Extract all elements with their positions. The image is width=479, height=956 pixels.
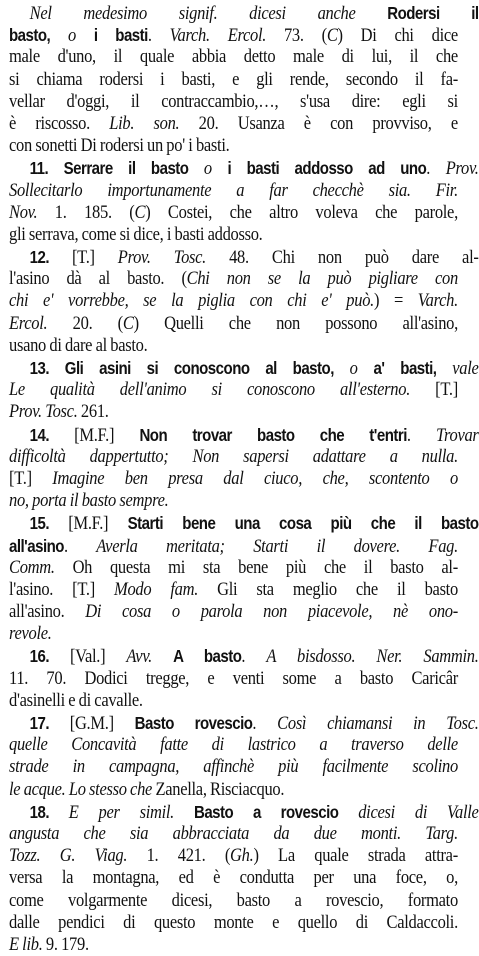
- body-text: 20. Usanza è con provviso, e: [179, 112, 458, 134]
- body-text: l'asino dà al basto. (: [9, 268, 187, 290]
- text-line: [9, 357, 479, 379]
- headword-text: 18.: [29, 801, 69, 822]
- headword-text: i basti addosso ad uno: [227, 158, 427, 179]
- text-line: [9, 512, 479, 534]
- text-line: [9, 379, 458, 401]
- body-text: .: [426, 158, 446, 180]
- dictionary-entry: [9, 424, 479, 513]
- body-text: con sonetti Di rodersi un po' i basti.: [9, 135, 230, 157]
- italic-text: Le qualità dell'animo si conoscono all'esterno.: [9, 379, 411, 401]
- headword-text: 17.: [29, 713, 70, 733]
- text-line: [9, 135, 405, 157]
- body-text: [Val.]: [69, 646, 127, 668]
- body-text: come volgarmente dicesi, basto a rovescio, formato: [9, 889, 458, 911]
- italic-text: Tozz. G. Viag.: [9, 845, 128, 867]
- body-text: usano di dare al basto.: [9, 334, 148, 356]
- italic-text: o: [67, 25, 94, 47]
- text-line: [9, 2, 479, 24]
- headword-text: 11. Serrare il basto: [29, 158, 204, 179]
- text-line: [9, 335, 405, 357]
- italic-text: o: [349, 358, 374, 379]
- dictionary-entry: [9, 2, 479, 157]
- text-line: [9, 180, 458, 202]
- italic-text: o: [203, 158, 228, 180]
- dictionary-entry: [9, 801, 479, 956]
- italic-text: Trovar: [436, 424, 479, 446]
- italic-text: Modo fam.: [114, 578, 199, 600]
- headword-text: a' basti,: [373, 358, 453, 378]
- body-text: [T.]: [71, 247, 118, 269]
- text-line: [9, 823, 458, 845]
- italic-text: Prov. Tosc.: [117, 247, 207, 269]
- italic-text: strade in campagna, affinchè più facilmente scolino: [9, 756, 458, 778]
- body-text: dalle pendici di questo monte e quello di Caldaccoli.: [9, 911, 458, 933]
- body-text: si chiama rodersi i basti, e gli rende, secondo il fa-: [9, 68, 458, 90]
- body-text: 48. Chi non può dare al-: [206, 247, 479, 269]
- text-line: [9, 801, 479, 823]
- body-text: 1. 421. (: [127, 845, 231, 867]
- headword-text: 15.: [29, 513, 69, 534]
- body-text: versa la montagna, ed è condutta per una foce, o,: [9, 867, 458, 889]
- dictionary-entry: [9, 157, 479, 246]
- italic-text: Imagine ben presa dal ciuco, che, scontento o: [52, 467, 458, 489]
- body-text: .: [252, 713, 278, 734]
- text-line: [9, 734, 458, 756]
- text-line: [9, 890, 458, 912]
- italic-text: Nel medesimo signif. dicesi anche: [29, 3, 388, 24]
- headword-text: Non trovar basto che t'entri: [139, 424, 407, 445]
- italic-text: Lib. son.: [109, 112, 180, 134]
- italic-text: Averla meritata; Starti il dovere. Fag.: [96, 535, 458, 557]
- body-text: vellar d'oggi, il contraccambio,…, s'usa dire: egli si: [9, 90, 458, 112]
- text-line: [9, 446, 458, 468]
- body-text: .: [147, 25, 170, 47]
- body-text: .: [63, 535, 97, 557]
- italic-text: le acque. Lo stesso che: [9, 778, 153, 800]
- headword-text: all'asino: [9, 535, 64, 556]
- headword-text: Rodersi il: [387, 3, 479, 23]
- italic-text: Ercol.: [9, 312, 48, 334]
- text-line: [9, 202, 458, 224]
- italic-text: Varch. Ercol.: [169, 25, 267, 47]
- text-line: [9, 712, 479, 734]
- italic-text: Varch.: [417, 290, 458, 312]
- headword-text: 14.: [29, 424, 75, 445]
- body-text: 261.: [77, 401, 109, 423]
- body-text: .: [406, 424, 437, 446]
- italic-text: Prov. Tosc.: [9, 401, 78, 423]
- text-line: [9, 845, 458, 867]
- text-line: [9, 290, 458, 312]
- text-line: [9, 313, 458, 335]
- text-line: [9, 24, 458, 46]
- body-text: 1. 185. (: [37, 201, 135, 223]
- body-text: 9. 179.: [42, 933, 89, 955]
- body-text: [M.F.]: [74, 424, 140, 446]
- dictionary-entry: [9, 357, 479, 424]
- body-text: ) Di chi dice: [337, 25, 458, 47]
- body-text: .: [241, 646, 267, 668]
- italic-text: revole.: [9, 623, 52, 645]
- body-text: ) =: [373, 290, 418, 312]
- italic-text: Sollecitarlo importunamente a far checchè sia. Fir.: [9, 179, 458, 201]
- text-line: [9, 69, 458, 91]
- body-text: 73. (: [266, 25, 327, 47]
- headword-text: 16.: [29, 646, 70, 667]
- dictionary-entry: [9, 712, 479, 801]
- italic-text: A bisdosso. Ner. Sammin.: [266, 646, 479, 668]
- text-line: [9, 401, 405, 423]
- headword-text: i basti: [93, 25, 148, 46]
- body-text: ) Quelli che non possono all'asino,: [133, 312, 458, 334]
- italic-text: chi e' vorrebbe, se la piglia con chi e' può.: [9, 290, 374, 312]
- text-line: [9, 623, 405, 645]
- italic-text: Comm.: [9, 556, 55, 578]
- text-line: [9, 46, 458, 68]
- italic-text: angusta che sia abbracciata da due monti. Targ.: [9, 822, 458, 844]
- text-line: [9, 246, 479, 268]
- body-text: [G.M.]: [69, 713, 135, 734]
- italic-text: Così chiamansi in Tosc.: [277, 713, 479, 734]
- headword-text: basto,: [9, 25, 68, 46]
- text-line: [9, 424, 479, 446]
- dictionary-entry: [9, 246, 479, 357]
- headword-text: 13. Gli asini si conoscono al basto,: [29, 358, 350, 378]
- headword-text: 12.: [29, 247, 72, 268]
- headword-text: Starti bene una cosa più che il basto: [127, 513, 479, 534]
- text-line: [9, 690, 405, 712]
- body-text: 11. 70. Dodici tregge, e venti some a basto Caricâr: [9, 667, 458, 689]
- dictionary-entry: [9, 512, 479, 645]
- headword-text: Basto a rovescio: [193, 801, 359, 822]
- body-text: gli serrava, come si dice, i basti addosso.: [9, 223, 263, 245]
- text-line: [9, 557, 458, 579]
- italic-text: E lib.: [9, 933, 43, 955]
- italic-text: Gh.: [230, 845, 254, 867]
- body-text: Zanella, Risciacquo.: [152, 778, 285, 800]
- text-line: [9, 779, 405, 801]
- italic-text: E per simil.: [68, 801, 194, 823]
- headword-text: A basto: [173, 646, 242, 667]
- body-text: d'asinelli e di cavalle.: [9, 689, 143, 711]
- text-line: [9, 934, 405, 956]
- text-line: [9, 579, 458, 601]
- text-line: [9, 601, 458, 623]
- body-text: [T.]: [9, 467, 53, 489]
- text-line: [9, 535, 458, 557]
- italic-text: Prov.: [445, 158, 479, 180]
- text-line: [9, 468, 458, 490]
- italic-text: dicesi di Valle: [358, 801, 479, 823]
- italic-text: Chi non se la può pigliare con: [186, 268, 458, 290]
- text-line: [9, 645, 479, 667]
- headword-text: Basto rovescio: [134, 713, 253, 733]
- text-line: [9, 668, 458, 690]
- italic-text: Di cosa o parola non piacevole, nè ono-: [85, 601, 458, 623]
- italic-text: quelle Concavità fatte di lastrico a traverso delle: [9, 734, 458, 756]
- italic-text: vale: [452, 358, 479, 379]
- text-line: [9, 113, 458, 135]
- text-line: [9, 268, 458, 290]
- body-text: [M.F.]: [68, 513, 128, 535]
- text-line: [9, 157, 479, 179]
- text-line: [9, 867, 458, 889]
- text-line: [9, 224, 405, 246]
- body-text: Gli sta meglio che il basto: [198, 578, 458, 600]
- body-text: ) La quale strada attra-: [253, 845, 458, 867]
- body-text: all'asino.: [9, 601, 86, 623]
- body-text: [T.]: [410, 379, 458, 401]
- text-line: [9, 756, 458, 778]
- body-text: l'asino. [T.]: [9, 578, 115, 600]
- italic-text: no, porta il basto sempre.: [9, 490, 169, 512]
- italic-text: C: [326, 25, 338, 47]
- text-line: [9, 912, 458, 934]
- body-text: Oh questa mi sta bene più che il basto al-: [54, 556, 458, 578]
- body-text: 20. (: [47, 312, 123, 334]
- text-line: [9, 91, 458, 113]
- italic-text: Nov.: [9, 201, 38, 223]
- italic-text: C: [122, 312, 134, 334]
- dictionary-entry: [9, 645, 479, 712]
- italic-text: Avv.: [126, 646, 174, 668]
- italic-text: difficoltà dappertutto; Non sapersi adattare a nulla.: [9, 445, 458, 467]
- text-line: [9, 490, 405, 512]
- body-text: è riscosso.: [9, 112, 110, 134]
- italic-text: C: [134, 201, 146, 223]
- body-text: male d'uno, il quale abbia detto male di lui, il che: [9, 46, 458, 68]
- body-text: ) Costei, che altro voleva che parole,: [145, 201, 458, 223]
